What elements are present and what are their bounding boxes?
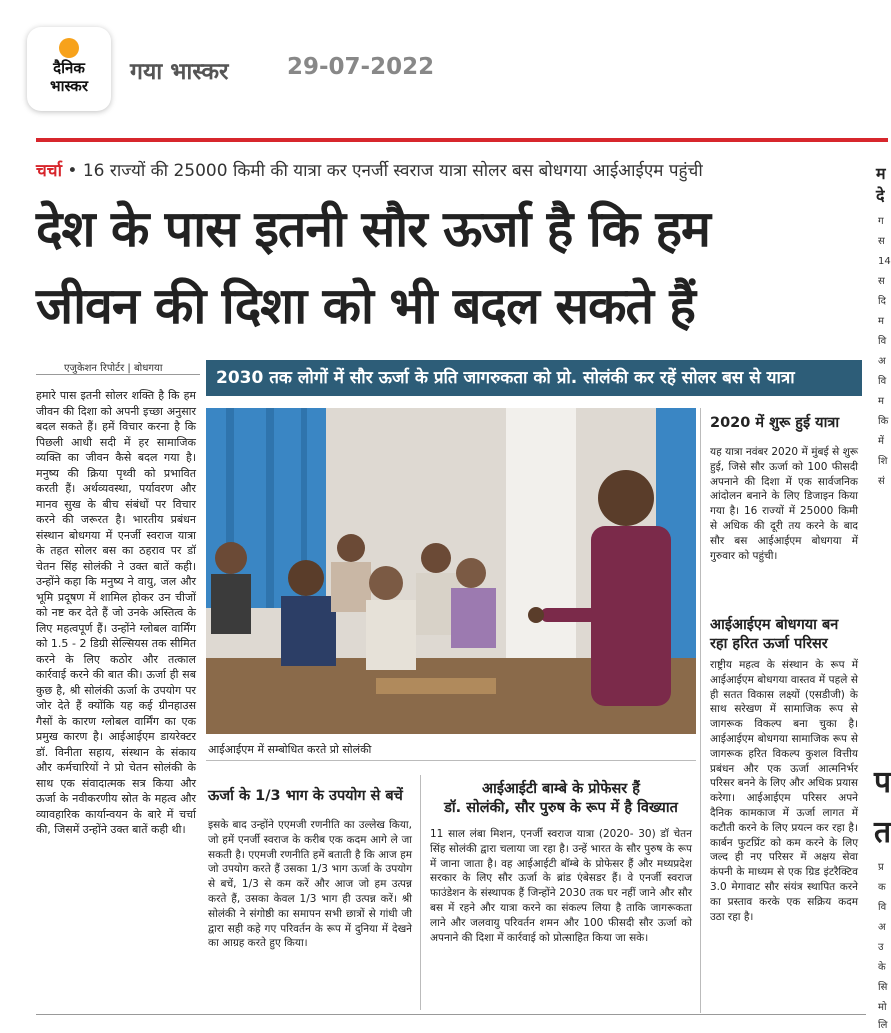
subhead-professor [428, 780, 694, 818]
energy-third-text: इसके बाद उन्होंने एएमजी रणनीति का उल्लेख किया, जो हमें एनर्जी स्वराज के करीब एक कदम आगे ले जा सकती है। एएमजी रणनीति हमें बताती है कि आज हम जो उपयोग करते हैं उसका 1/3 भाग ऊर्जा के उपयोग से बचें, 1/3 से कम करें और आज जो हम उत्पन्न करते हैं, उसका केवल 1/3 भाग ही उत्पन्न करें। श्री सोलंकी ने संगोष्ठी का समापन सभी छात्रों से गांधी जी द्वारा सही कहे गए परिवर्तन के रूप में दुनिया में देखने का आग्रह करते हुए किया। [208, 819, 412, 950]
edge-head-2: दे [876, 186, 885, 205]
edge-char: कि [878, 416, 889, 427]
edge-char: ग [878, 216, 884, 227]
bottom-rule [36, 1014, 866, 1015]
edge-big-2: त [874, 815, 891, 850]
edge-char: 14 [878, 256, 891, 267]
right-column-divider [700, 408, 701, 1013]
edge-big-1: प [874, 765, 891, 800]
subhead-professor-line-1: आईआईटी बाम्बे के प्रोफेसर हैं [482, 781, 640, 797]
edge-char: सं [878, 476, 885, 487]
kicker-tag: चर्चा [36, 161, 62, 181]
edge-char: शि [878, 456, 888, 467]
byline: एजुकेशन रिपोर्टर | बोधगया [64, 363, 163, 374]
edge-char: क [878, 882, 886, 893]
headline-line-2: जीवन की दिशा को भी बदल सकते हैं [36, 277, 695, 335]
edge-char: दि [878, 296, 886, 307]
edge-char: म [878, 316, 884, 327]
edge-char: म [878, 396, 884, 407]
headline-line-1: देश के पास इतनी सौर ऊर्जा है कि हम [36, 200, 710, 258]
edge-char: वि [878, 902, 887, 913]
edge-char: मो [878, 1002, 887, 1013]
subheadline-banner: 2030 तक लोगों में सौर ऊर्जा के प्रति जागरुकता को प्रो. सोलंकी कर रहें सोलर बस से यात्रा [206, 360, 862, 396]
edition-name: गया भास्कर [130, 59, 229, 85]
logo-line-1: दैनिक [53, 59, 85, 77]
journey-start-text: यह यात्रा नवंबर 2020 में मुंबई से शुरू हुई, जिसे सौर ऊर्जा को 100 फीसदी अपनाने की दिशा में एक सार्वजनिक आंदोलन बनाने के लिए डिजाइन किया गया है। 16 राज्यों में 25000 किमी से अधिक की दूरी तय करने के बाद सौर बस आईआईएम बोधगया में गुरुवार को पहुंची। [710, 446, 858, 562]
edge-char: के [878, 962, 886, 973]
edge-char: स [878, 236, 885, 247]
edge-char: अ [878, 922, 886, 933]
adjacent-article-fragment [866, 142, 891, 1031]
column-divider [420, 775, 421, 1010]
sun-icon [59, 38, 79, 58]
edge-char: स [878, 276, 885, 287]
logo-line-2: भास्कर [50, 77, 88, 95]
edge-char: में [878, 436, 884, 447]
main-article-text: हमारे पास इतनी सोलर शक्ति है कि हम जीवन की दिशा को अपनी इच्छा अनुसार बदल सकते हैं। हमें विचार करना है कि पिछली आधी सदी में हर सामाजिक व्यक्ति का जीवन कैसे बदल गया है। मनुष्य की क्रिया पृथ्वी को प्रभावित करती हैं। अर्थव्यवस्था, पर्यावरण और मानव सुख के बीच संबंधों पर विचार करने की जरूरत है। भारतीय प्रबंधन संस्थान बोधगया में एनर्जी स्वराज यात्रा के तहत सोलर बस का ठहराव पर डॉ चेतन सिंह सोलंकी ने उक्त बातें कही। उन्होंने कहा कि मनुष्य ने वायु, जल और भूमि प्रदूषण में शामिल होकर उन चीजों को नष्ट कर देते हैं जो उनके अस्तित्व के लिए महत्वपूर्ण हैं। उन्होंने ग्लोबल वार्मिंग को 1.5 - 2 डिग्री सेल्सियस तक सीमित करने के लिए कठोर और तत्काल कार्रवाई करने की बात की। ऊर्जा ही सब कुछ है, श्री सोलंकी ऊर्जा के उपयोग पर जोर देते हैं क्योंकि यह कई ग्रीनहाउस गैसों के कारण ग्लोबल वार्मिंग का एक प्रमुख कारण है। आईआईएम डायरेक्टर डॉ. विनीता सहाय, संस्थान के संकाय और कर्मचारियों ने प्रो चेतन सोलंकी के साथ एक संवादात्मक सत्र किया और ऊर्जा के नवीकरणीय स्रोत के महत्व और व्यावहारिक कार्यान्वयन के बारे में चर्चा की, जिसमें उन्होंने उक्त बातें कही थी। [36, 389, 196, 836]
edge-char: प्र [878, 862, 884, 873]
byline-rule [36, 374, 200, 375]
article-photo [206, 408, 696, 734]
caption-rule [206, 760, 696, 761]
page-header [0, 0, 888, 140]
kicker [36, 158, 703, 181]
professor-text: 11 साल लंबा मिशन, एनर्जी स्वराज यात्रा (2020- 30) डॉ चेतन सिंह सोलंकी द्वारा चलाया जा रहा है। उन्हें भारत के सौर पुरुष के रूप में जाना जाता है। वह आईआईटी बॉम्बे के प्रोफेसर हैं और मध्यप्रदेश सरकार के लिए सौर ऊर्जा के ब्रांड एंबेसडर हैं। वे एनर्जी स्वराज फाउंडेशन के संस्थापक हैं जिन्होंने 2030 तक घर नहीं जाने और सौर बस में रहने और यात्रा करने का संकल्प लिया है ताकि जागरूकता लाने और जलवायु परिवर्तन शमन और 100 फीसदी सौर ऊर्जा को अपनाने की दिशा में कार्रवाई को प्रोत्साहित किया जा सके। [430, 828, 692, 944]
kicker-bullet: • [67, 161, 83, 181]
edge-char: वि [878, 376, 887, 387]
subhead-green-campus: आईआईएम बोधगया बन रहा हरित ऊर्जा परिसर [710, 617, 839, 652]
edge-char: सि [878, 982, 888, 993]
photo-caption: आईआईएम में सम्बोधित करते प्रो सोलंकी [208, 743, 372, 756]
edge-char: वि [878, 336, 887, 347]
subhead-journey-start: 2020 में शुरू हुई यात्रा [710, 415, 840, 431]
kicker-text: 16 राज्यों की 25000 किमी की यात्रा कर एनर्जी स्वराज यात्रा सोलर बस बोधगया आईआईएम पहुंची [82, 161, 703, 181]
classroom-photo-illustration [206, 408, 696, 734]
green-campus-text: राष्ट्रीय महत्व के संस्थान के रूप में आईआईएम बोधगया वास्तव में पहले से ही सतत विकास लक्ष्यों (एसडीजी) के साथ सरेखण में सामाजिक रूप से जागरूक विकल्प बना चुका है। आईआईएम बोधगया सामाजिक रूप से जागरूक हरित विकल्प कुशल वित्तीय प्रबंधन और एक ऊर्जा आत्मनिर्भर परिसर बनने के लिए और अधिक प्रयास करेगा। आईआईएम परिसर अपने दैनिक कामकाज में ऊर्जा लागत में कटौती करने के लिए प्रयत्न कर रहा है। कार्बन फुटप्रिंट को कम करने के लिए जल्द ही नए परिसर में अक्षय सेवा कंपनी के माध्यम से एक ग्रिड इंटरैक्टिव 3.0 मेगावाट सौर संयंत्र स्थापित करने का प्रस्ताव करके एक सक्रिय कदम उठा रहा है। [710, 659, 858, 923]
edge-char: लि [878, 1020, 888, 1031]
edge-head-1: म [876, 164, 886, 183]
edition-date: 29-07-2022 [287, 54, 435, 80]
header-rule [36, 138, 888, 142]
subhead-energy-third: ऊर्जा के 1/3 भाग के उपयोग से बचें [208, 788, 403, 804]
edge-char: अ [878, 356, 886, 367]
edge-char: उ [878, 942, 884, 953]
newspaper-logo [27, 27, 111, 111]
subhead-professor-line-2: डॉ. सोलंकी, सौर पुरुष के रूप में है विख्यात [444, 800, 678, 816]
